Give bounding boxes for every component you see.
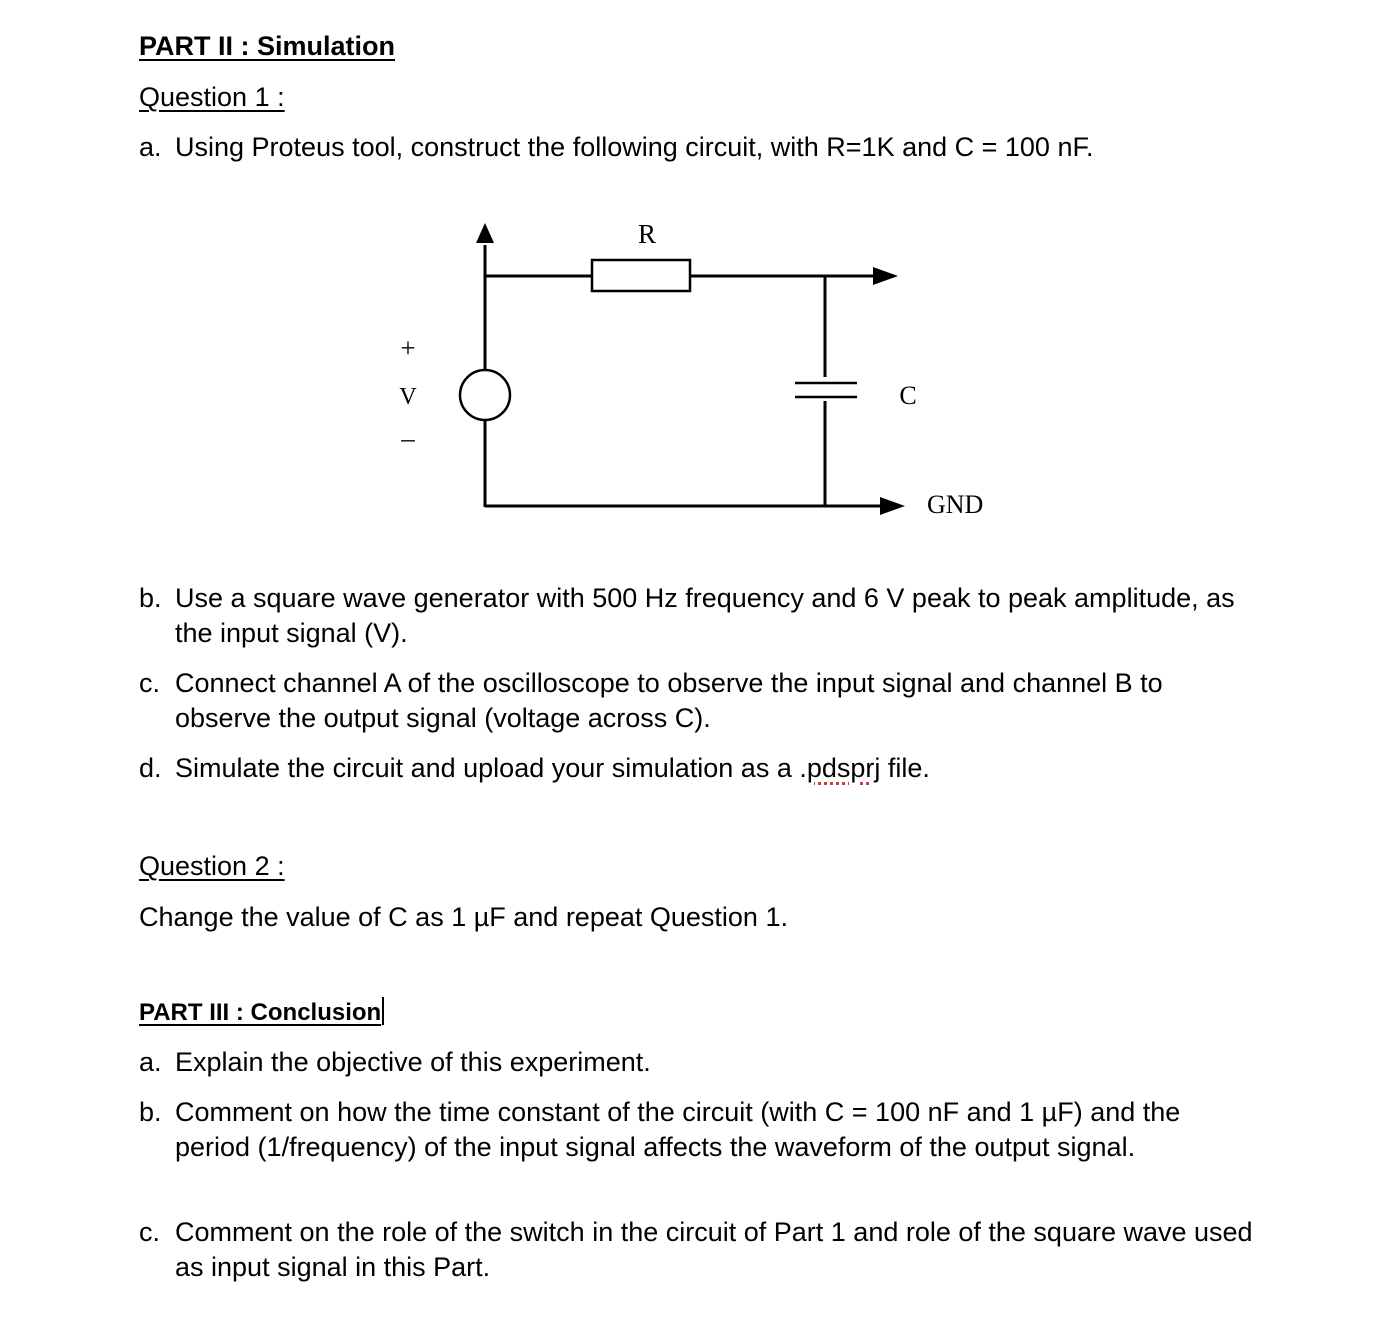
item-label: d. (139, 753, 162, 783)
resistor-symbol (592, 260, 690, 291)
question1-title: Question 1 : (139, 82, 285, 112)
plus-label: + (400, 333, 416, 363)
file-extension-spellcheck: pdsprj (806, 753, 881, 783)
output-arrow-icon (873, 267, 898, 285)
item-text: Using Proteus tool, construct the following circuit, with R=1K and C = 100 nF. (175, 132, 1094, 162)
question1-item-a (139, 130, 1319, 165)
rc-circuit-diagram (380, 205, 1030, 535)
item-label: b. (139, 1097, 162, 1127)
item-label: c. (139, 668, 161, 698)
part3-title: PART III : Conclusion (139, 999, 382, 1026)
source-label: V (399, 384, 417, 410)
question1-item-b (139, 581, 1259, 651)
part3-item-b (139, 1095, 1259, 1165)
question1-item-d (139, 751, 1259, 786)
part3-item-a (139, 1045, 1259, 1080)
item-label: a. (139, 1047, 162, 1077)
minus-label: – (401, 423, 415, 453)
item-text-after: file. (880, 753, 930, 783)
question2-title: Question 2 : (139, 851, 285, 881)
gnd-arrow-icon (880, 497, 905, 515)
item-label: c. (139, 1217, 161, 1247)
voltage-source-symbol (460, 370, 510, 420)
item-label: a. (139, 132, 162, 162)
item-text: Explain the objective of this experiment. (175, 1047, 651, 1077)
part3-heading-line (139, 997, 384, 1027)
question1-item-c (139, 666, 1259, 736)
gnd-label: GND (927, 490, 984, 519)
part3-item-c (139, 1215, 1259, 1285)
up-arrow-icon (476, 223, 494, 243)
part2-title: PART II : Simulation (139, 31, 395, 61)
item-text: Connect channel A of the oscilloscope to observe the input signal and channel B to observe the output signal (voltage across C). (175, 668, 1163, 733)
capacitor-label: C (899, 381, 917, 410)
item-text-before: Simulate the circuit and upload your simulation as a . (175, 753, 807, 783)
resistor-label: R (637, 219, 657, 249)
item-text (175, 751, 1259, 786)
text-cursor (382, 997, 384, 1025)
item-text: Comment on how the time constant of the circuit (with C = 100 nF and 1 µF) and the period (1/frequency) of the input signal affects the waveform of the output signal. (175, 1097, 1181, 1162)
item-label: b. (139, 583, 162, 613)
item-text: Comment on the role of the switch in the circuit of Part 1 and role of the square wave used as input signal in this Part. (175, 1217, 1253, 1282)
item-text: Use a square wave generator with 500 Hz frequency and 6 V peak to peak amplitude, as the input signal (V). (175, 583, 1235, 648)
question2-text: Change the value of C as 1 µF and repeat Question 1. (139, 902, 788, 932)
